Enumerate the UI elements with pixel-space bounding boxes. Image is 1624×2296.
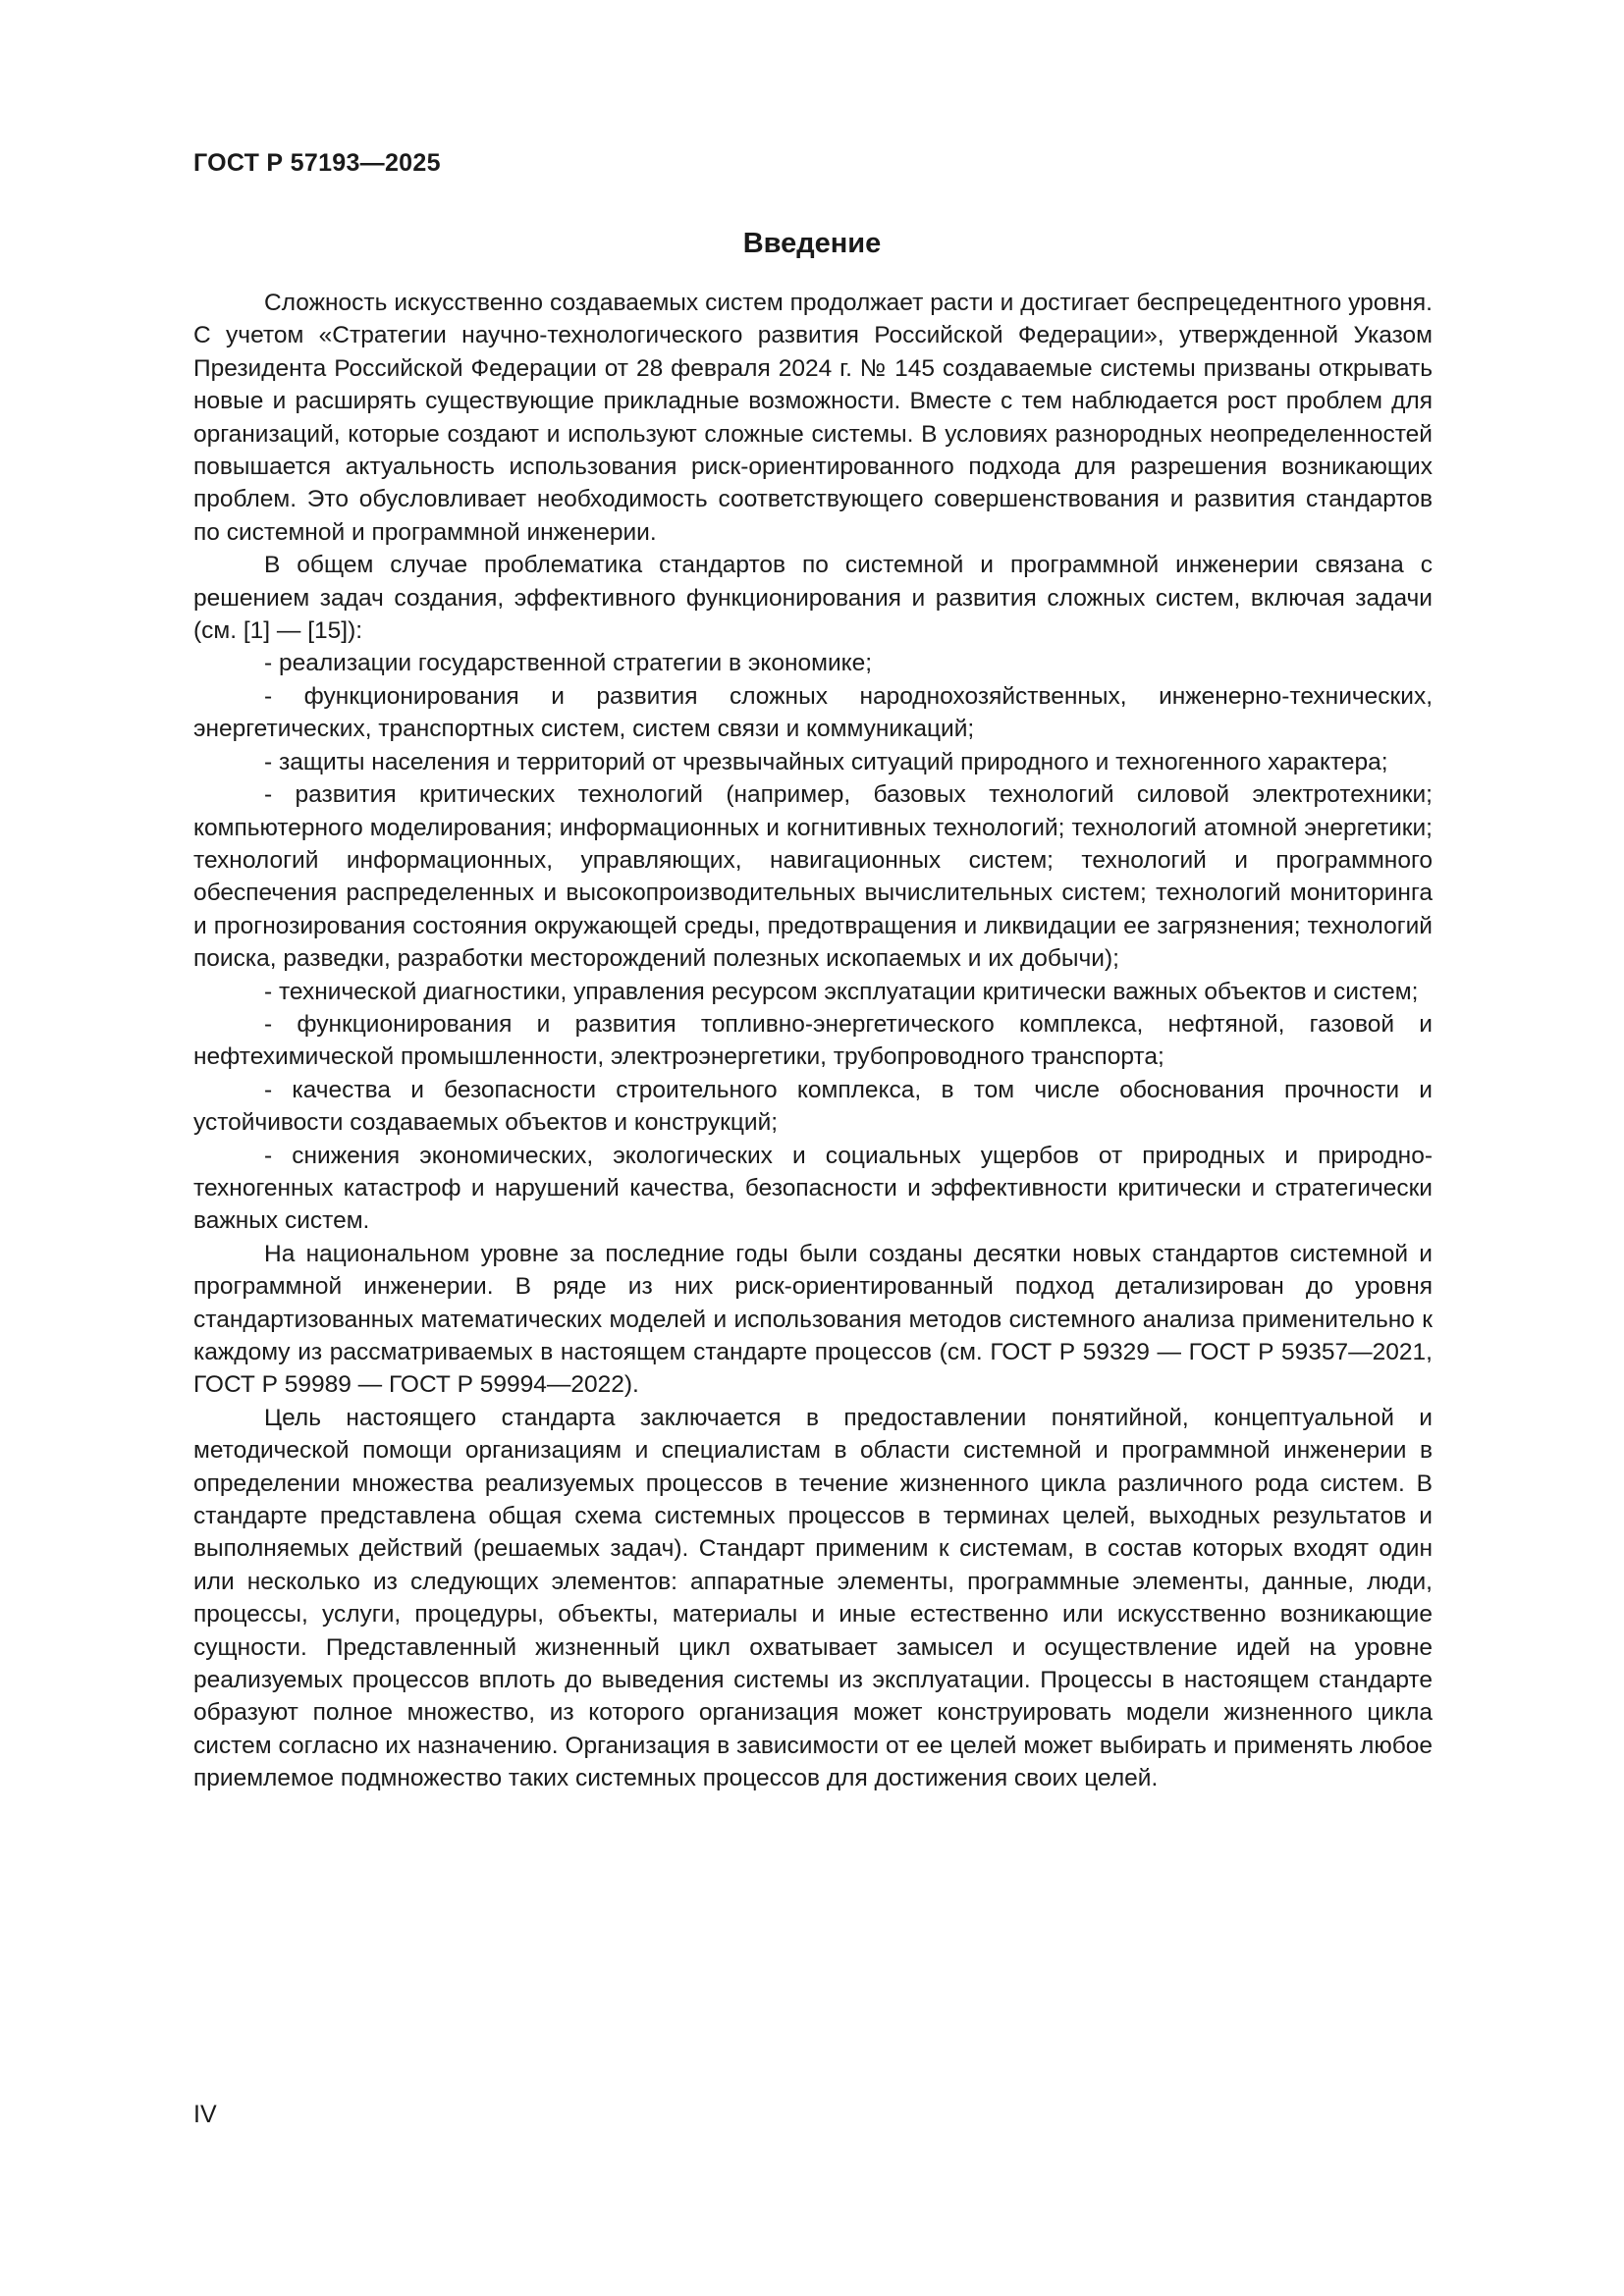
body-text [193, 287, 1433, 1795]
page-number: IV [193, 2101, 217, 2128]
list-item: - защиты населения и территорий от чрезвычайных ситуаций природного и техногенного характера; [264, 748, 1388, 775]
list-item: - технической диагностики, управления ресурсом эксплуатации критически важных объектов и систем; [264, 978, 1419, 1005]
list-item: - реализации государственной стратегии в экономике; [264, 650, 873, 677]
document-header: ГОСТ Р 57193—2025 [193, 149, 441, 177]
list-item: - снижения экономических, экологических и социальных ущербов от природных и природно-техногенных катастроф и нарушений качества, безопасности и эффективности критически и стратегически важных систем. [193, 1142, 1433, 1235]
paragraph: На национальном уровне за последние годы были созданы десятки новых стандартов системной и программной инженерии. В ряде из них риск-ориентированный подход детализирован до уровня стандартизованных математических моделей и использования методов системного анализа применительно к каждому из рассматриваемых в настоящем стандарте процессов (см. ГОСТ Р 59329 — ГОСТ Р 59357—2021, ГОСТ Р 59989 — ГОСТ Р 59994—2022). [193, 1240, 1433, 1399]
list-item: - функционирования и развития топливно-энергетического комплекса, нефтяной, газовой и нефтехимической промышленности, электроэнергетики, трубопроводного транспорта; [193, 1010, 1433, 1071]
section-title: Введение [742, 228, 882, 259]
list-item: - функционирования и развития сложных народнохозяйственных, инженерно-технических, энергетических, транспортных систем, систем связи и коммуникаций; [193, 682, 1433, 743]
paragraph: Цель настоящего стандарта заключается в предоставлении понятийной, концептуальной и методической помощи организациям и специалистам в области системной и программной инженерии в определении множества реализуемых процессов в течение жизненного цикла различного рода систем. В стандарте представлена общая схема системных процессов в терминах целей, выходных результатов и выполняемых действий (решаемых задач). Стандарт применим к системам, в состав которых входят один или несколько из следующих элементов: аппаратные элементы, программные элементы, данные, люди, процессы, услуги, процедуры, объекты, материалы и иные естественно или искусственно возникающие сущности. Представленный жизненный цикл охватывает замысел и осуществление идей на уровне реализуемых процессов вплоть до выведения системы из эксплуатации. Процессы в настоящем стандарте образуют полное множество, из которого организация может конструировать модели жизненного цикла систем согласно их назначению. Организация в зависимости от ее целей может выбирать и применять любое приемлемое подмножество таких системных процессов для достижения своих целей. [193, 1404, 1433, 1792]
paragraph: Сложность искусственно создаваемых систем продолжает расти и достигает беспрецедентного уровня. С учетом «Стратегии научно-технологического развития Российской Федерации», утвержденной Указом Президента Российской Федерации от 28 февраля 2024 г. № 145 создаваемые системы призваны открывать новые и расширять существующие прикладные возможности. Вместе с тем наблюдается рост проблем для организаций, которые создают и используют сложные системы. В условиях разнородных неопределенностей повышается актуальность использования риск-ориентированного подхода для разрешения возникающих проблем. Это обусловливает необходимость соответствующего совершенствования и развития стандартов по системной и программной инженерии. [193, 290, 1433, 546]
list-item: - качества и безопасности строительного комплекса, в том числе обоснования прочности и устойчивости создаваемых объектов и конструкций; [193, 1076, 1433, 1137]
paragraph: В общем случае проблематика стандартов по системной и программной инженерии связана с решением задач создания, эффективного функционирования и развития сложных систем, включая задачи (см. [1] — [15]): [193, 552, 1433, 645]
list-item: - развития критических технологий (например, базовых технологий силовой электротехники; компьютерного моделирования; информационных и когнитивных технологий; технологий атомной энергетики; технологий информационных, управляющих, навигационных систем; технологий и программного обеспечения распределенных и высокопроизводительных вычислительных систем; технологий мониторинга и прогнозирования состояния окружающей среды, предотвращения и ликвидации ее загрязнения; технологий поиска, разведки, разработки месторождений полезных ископаемых и их добычи); [193, 781, 1433, 973]
